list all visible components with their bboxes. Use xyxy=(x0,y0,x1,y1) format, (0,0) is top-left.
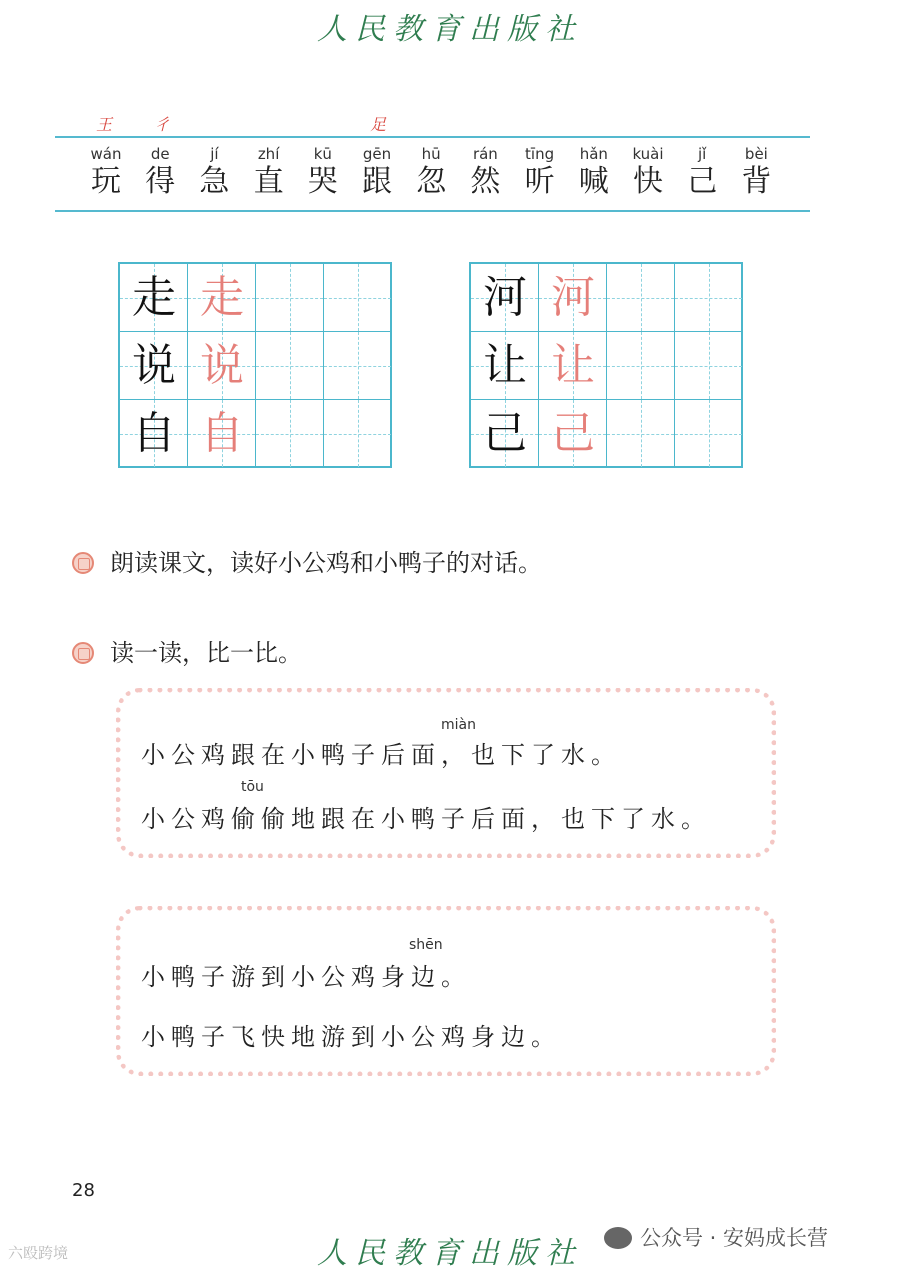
grid-cell[interactable] xyxy=(256,332,324,400)
vocab-pinyin: kuài xyxy=(632,145,664,163)
vocab-pinyin: jí xyxy=(210,145,219,163)
grid-cell xyxy=(471,264,539,332)
pinyin-ruby: shēn xyxy=(409,937,443,953)
seal-icon xyxy=(72,642,94,664)
vocab-hanzi: 急 xyxy=(199,164,230,199)
vocab-hanzi: 跟 xyxy=(362,164,392,199)
model-char: 说 xyxy=(132,340,176,391)
grid-cell xyxy=(120,264,188,332)
sentence: 小公鸡跟在小鸭子后面，也下了水。 xyxy=(141,741,621,769)
vocab-hanzi: 听 xyxy=(524,164,555,199)
vocab-hanzi: 喊 xyxy=(578,164,609,199)
trace-char: 走 xyxy=(200,272,244,323)
vocab-hanzi: 哭 xyxy=(307,164,338,199)
vocab-pinyin: de xyxy=(150,145,170,163)
instruction-text: 读一读，比一比。 xyxy=(110,639,302,667)
divider-line xyxy=(55,136,810,138)
sentence: 小鸭子飞快地游到小公鸡身边。 xyxy=(141,1023,561,1051)
sentence: 小公鸡偷偷地跟在小鸭子后面，也下了水。 xyxy=(141,805,711,833)
vocab-hanzi: 玩 xyxy=(91,164,121,199)
vocab-pinyin: kū xyxy=(313,145,332,163)
vocab-item xyxy=(295,144,351,200)
page-number: 28 xyxy=(72,1180,95,1201)
grid-cell xyxy=(471,332,539,400)
vocab-item xyxy=(241,144,297,200)
vocab-item xyxy=(349,144,405,200)
stroke-note: 彳 xyxy=(154,115,171,134)
vocab-item xyxy=(78,144,134,200)
grid-cell xyxy=(120,400,188,468)
grid-cell xyxy=(471,400,539,468)
model-char: 己 xyxy=(483,408,527,459)
grid-cell[interactable] xyxy=(256,400,324,468)
vocab-pinyin: tīng xyxy=(525,145,555,163)
trace-char: 说 xyxy=(200,340,244,391)
writing-grid xyxy=(469,262,743,468)
pinyin-ruby: tōu xyxy=(241,779,264,795)
wechat-icon xyxy=(604,1227,632,1249)
instruction-text: 朗读课文，读好小公鸡和小鸭子的对话。 xyxy=(110,549,542,577)
vocab-hanzi: 直 xyxy=(253,164,284,199)
grid-cell[interactable] xyxy=(675,264,743,332)
vocab-hanzi: 己 xyxy=(687,164,718,199)
grid-cell[interactable] xyxy=(324,332,392,400)
grid-cell[interactable] xyxy=(324,264,392,332)
seal-icon xyxy=(72,552,94,574)
vocab-item xyxy=(512,144,568,200)
trace-char: 自 xyxy=(200,408,244,459)
vocab-item xyxy=(186,144,242,200)
vocab-pinyin: rán xyxy=(472,145,498,163)
vocab-pinyin: wán xyxy=(90,145,122,163)
stroke-note: 足 xyxy=(370,115,387,134)
sentence: 小鸭子游到小公鸡身边。 xyxy=(141,963,471,991)
publisher-logo-footer: 人民教育出版社 xyxy=(317,1236,583,1271)
model-char: 走 xyxy=(132,272,176,323)
vocab-hanzi: 快 xyxy=(633,164,663,199)
compare-box xyxy=(116,906,776,1076)
grid-cell xyxy=(188,332,256,400)
vocab-item xyxy=(457,144,513,200)
grid-cell[interactable] xyxy=(675,400,743,468)
model-char: 让 xyxy=(483,340,527,391)
writing-grid xyxy=(118,262,392,468)
trace-char: 河 xyxy=(551,272,595,323)
grid-cell[interactable] xyxy=(607,332,675,400)
vocab-pinyin: hū xyxy=(421,145,441,163)
grid-cell[interactable] xyxy=(675,332,743,400)
instruction-2 xyxy=(72,633,302,668)
model-char: 自 xyxy=(132,408,176,459)
vocab-hanzi: 背 xyxy=(741,164,772,199)
watermark-left: 六殴跨境 xyxy=(8,1244,69,1262)
vocab-hanzi: 然 xyxy=(470,164,501,199)
model-char: 河 xyxy=(483,272,527,323)
trace-char: 己 xyxy=(551,408,595,459)
grid-cell xyxy=(120,332,188,400)
grid-cell[interactable] xyxy=(607,400,675,468)
vocab-item xyxy=(566,144,622,200)
vocab-pinyin: hǎn xyxy=(579,145,608,163)
vocab-pinyin: gēn xyxy=(362,145,392,163)
vocab-hanzi: 得 xyxy=(145,164,176,199)
divider-line xyxy=(55,210,810,212)
vocab-item xyxy=(620,144,676,200)
grid-cell xyxy=(188,400,256,468)
vocab-item xyxy=(132,144,188,200)
grid-cell[interactable] xyxy=(324,400,392,468)
grid-cell[interactable] xyxy=(607,264,675,332)
grid-cell xyxy=(188,264,256,332)
vocab-pinyin: bèi xyxy=(744,145,768,163)
vocab-pinyin: zhí xyxy=(257,145,280,163)
vocab-item xyxy=(674,144,730,200)
instruction-1 xyxy=(72,543,542,578)
compare-box xyxy=(116,688,776,858)
vocab-item xyxy=(403,144,459,200)
grid-cell xyxy=(539,264,607,332)
vocab-hanzi: 忽 xyxy=(416,164,447,199)
stroke-note: 王 xyxy=(96,115,113,134)
vocab-item xyxy=(728,144,784,200)
pinyin-ruby: miàn xyxy=(441,717,476,733)
watermark-wechat: 公众号 · 安妈成长营 xyxy=(604,1222,828,1252)
grid-cell[interactable] xyxy=(256,264,324,332)
vocab-pinyin: jǐ xyxy=(698,145,707,163)
trace-char: 让 xyxy=(551,340,595,391)
publisher-logo-header: 人民教育出版社 xyxy=(317,12,583,47)
grid-cell xyxy=(539,400,607,468)
grid-cell xyxy=(539,332,607,400)
